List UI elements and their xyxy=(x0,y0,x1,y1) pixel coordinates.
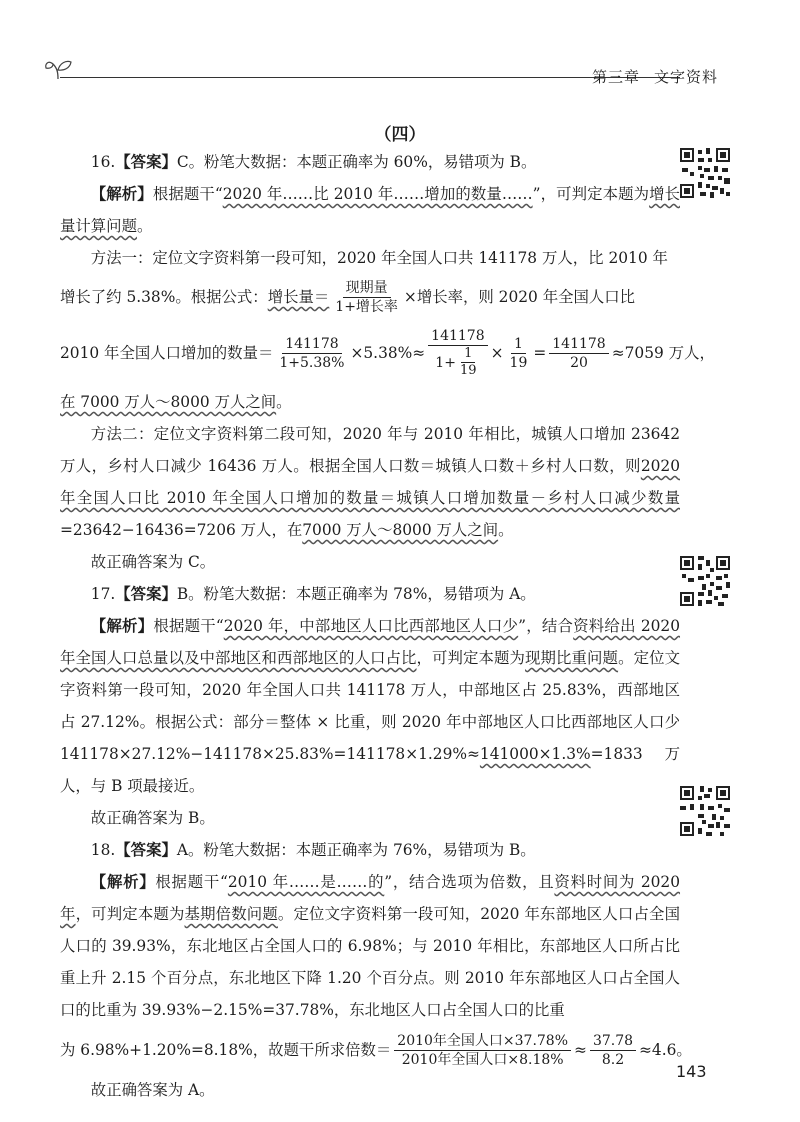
text-run: 2010 年全国人口增加的数量＝ xyxy=(60,344,274,362)
numerator: 现期量 xyxy=(343,279,391,298)
fraction xyxy=(276,335,347,372)
section-title: （四） xyxy=(374,125,426,145)
running-header xyxy=(592,66,718,87)
denominator: 19 xyxy=(509,354,528,371)
chapter-number: 第三章 xyxy=(592,68,641,86)
text-run: =1833 万人，与 B 项最接近。 xyxy=(60,745,680,795)
key-phrase: 141000×1.3% xyxy=(479,745,591,763)
text-run: 。 xyxy=(498,521,514,539)
key-phrase: 现期比重问题 xyxy=(525,649,619,667)
q16-analysis-label: 【解析】 xyxy=(90,185,153,203)
key-phrase: 2020 年，中部地区人口比西部地区人口少 xyxy=(223,617,519,635)
text-run: ，可判定本题为 xyxy=(416,649,526,667)
fraction xyxy=(590,1032,636,1069)
qr-code-icon xyxy=(680,786,730,836)
fraction xyxy=(457,346,480,379)
q16-calculation-line xyxy=(60,320,715,386)
text-run: 根据题干“ xyxy=(155,873,228,891)
q17-answer-text: B。粉笔大数据：本题正确率为 78%，易错项为 A。 xyxy=(176,585,536,603)
q16-range-line xyxy=(60,386,680,418)
formula-growth xyxy=(268,279,404,316)
q16-formula-line xyxy=(60,274,680,320)
q18-answer-text: A。粉笔大数据：本题正确率为 76%，易错项为 B。 xyxy=(176,841,536,859)
text-run: ”，结合 xyxy=(518,617,574,635)
qr-code-icon xyxy=(680,556,730,606)
key-phrase: 基期倍数问题 xyxy=(184,905,278,923)
text-run: ≈4.6。 xyxy=(639,1041,692,1059)
q16-method2 xyxy=(60,418,680,546)
key-phrase: 资料时间为 2020 年 xyxy=(60,873,681,923)
q17-conclusion: 故正确答案为 B。 xyxy=(90,809,215,827)
text-run: = xyxy=(533,344,547,362)
q18-number: 18. xyxy=(90,841,116,859)
text-run: ”，可判定本题为 xyxy=(532,185,650,203)
fraction xyxy=(507,335,531,372)
numerator: 1 xyxy=(461,346,475,363)
numerator: 37.78 xyxy=(590,1032,636,1051)
text-run: =23642−16436=7206 万人，在 xyxy=(60,521,303,539)
text-run: ×增长率，则 2020 年全国人口比 xyxy=(403,288,636,306)
q17-number: 17. xyxy=(90,585,116,603)
q16-answer-text: C。粉笔大数据：本题正确率为 60%，易错项为 B。 xyxy=(176,153,537,171)
q18-formula-line xyxy=(60,1026,692,1074)
text-run: 1+ xyxy=(435,354,456,371)
denominator: 8.2 xyxy=(601,1051,625,1068)
q17-analysis-label: 【解析】 xyxy=(90,617,154,635)
text-run: 。 xyxy=(136,217,153,235)
page-number: 143 xyxy=(676,1062,707,1081)
q17-answer-label: 【答案】 xyxy=(115,585,177,603)
q18-answer-label: 【答案】 xyxy=(115,841,177,859)
text-run: ”，结合选项为倍数，且 xyxy=(384,873,555,891)
header-rule xyxy=(60,77,680,78)
q18-analysis-label: 【解析】 xyxy=(90,873,156,891)
key-phrase: 2010 年……是……的 xyxy=(227,873,385,891)
q16-method1-line1: 方法一：定位文字资料第一段可知，2020 年全国人口共 141178 万人，比 2010 年 xyxy=(90,249,668,267)
text-run: 根据题干“ xyxy=(153,617,224,635)
q17-analysis xyxy=(60,610,680,802)
denominator: 1+增长率 xyxy=(335,298,398,315)
numerator: 141178 xyxy=(282,335,341,354)
key-phrase: 增长量计算问题 xyxy=(60,185,680,235)
text-run: ≈7059 万人， xyxy=(611,344,715,362)
denominator: 2010年全国人口×8.18% xyxy=(401,1051,564,1068)
fraction xyxy=(549,335,608,372)
fraction xyxy=(428,327,487,379)
q16-answer xyxy=(60,146,680,178)
numerator: 1 xyxy=(511,335,526,354)
q16-analysis xyxy=(60,178,680,242)
qr-code-icon xyxy=(680,148,730,198)
denominator: 1+5.38% xyxy=(279,354,345,371)
numerator: 141178 xyxy=(428,327,487,346)
text-run: × xyxy=(490,344,504,362)
text-run: 为 6.98%+1.20%=8.18%，故题干所求倍数＝ xyxy=(60,1041,392,1059)
text-run: 。 xyxy=(276,393,292,411)
q17-answer xyxy=(60,578,680,610)
text-run: ≈ xyxy=(574,1041,587,1059)
numerator: 141178 xyxy=(549,335,608,354)
q16-number: 16. xyxy=(90,153,116,171)
q18-answer xyxy=(60,834,680,866)
fraction xyxy=(332,279,401,316)
key-phrase: 7000 万人～8000 万人之间 xyxy=(302,521,499,539)
q16-conclusion: 故正确答案为 C。 xyxy=(90,553,216,571)
text-run: 方法二：定位文字资料第二段可知，2020 年与 2010 年相比，城镇人口增加 23642 万人，乡村人口减少 16436 万人。根据全国人口数＝城镇人口数＋乡村人口数，则 xyxy=(60,425,680,475)
q16-answer-label: 【答案】 xyxy=(115,153,177,171)
key-phrase: 资料给出 2020 年全国人口总量以及中部地区和西部地区的人口占比 xyxy=(60,617,681,667)
numerator: 2010年全国人口×37.78% xyxy=(394,1032,571,1051)
text-run: 。定位文字资料第一段可知，2020 年东部地区人口占全国人口的 39.93%，东北地区占全国人口的 6.98%；与 2010 年相比，东部地区人口所占比重上升 2.15 个百分点，东北地区下降 1.20 个百分点。则 2010 年东部地区人口占全国人口的比重为 39.93%−2.15%=37.78%，东北地区人口占全国人口的比重 xyxy=(60,905,680,1019)
denominator: 19 xyxy=(459,363,477,378)
q18-analysis xyxy=(60,866,680,1026)
fraction xyxy=(394,1032,571,1069)
text-run: 根据题干“ xyxy=(152,185,223,203)
text-run: ×5.38%≈ xyxy=(350,344,426,362)
denominator xyxy=(432,346,483,379)
key-phrase: 2020 年全国人口比 2010 年全国人口增加的数量＝城镇人口增加数量－乡村人口减少数量 xyxy=(60,457,680,507)
key-phrase: 2020 年……比 2010 年……增加的数量…… xyxy=(222,185,533,203)
chapter-title: 文字资料 xyxy=(654,68,719,86)
key-phrase: 在 7000 万人～8000 万人之间 xyxy=(60,393,277,411)
text-run: 增长了约 5.38%。根据公式： xyxy=(60,288,268,306)
denominator: 20 xyxy=(570,354,588,371)
q18-conclusion: 故正确答案为 A。 xyxy=(90,1081,215,1099)
text-run: 。定位文字资料第一段可知，2020 年全国人口共 141178 万人，中部地区占 25.83%，西部地区占 27.12%。根据公式：部分＝整体 × 比重，则 2020 年中部地区人口比西部地区人口少 141178×27.12%−141178×25.83%=141178×1.29%≈ xyxy=(60,649,680,763)
key-phrase: 增长量＝ xyxy=(267,288,330,306)
text-run: ，可判定本题为 xyxy=(75,905,185,923)
